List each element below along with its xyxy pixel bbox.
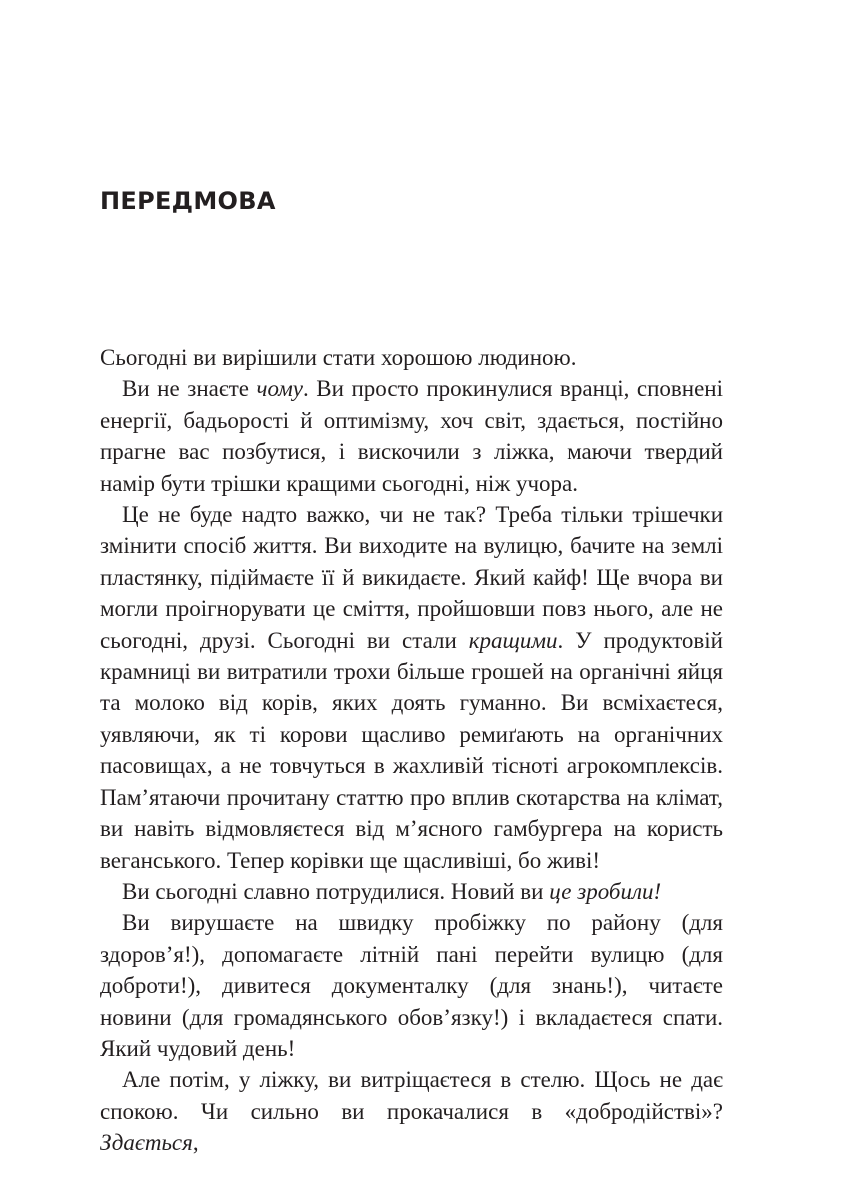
paragraph-6-emphasis: Здається [100, 1130, 193, 1156]
paragraph-4-text-a: Ви сьогодні славно потрудилися. Новий ви [122, 878, 550, 904]
paragraph-6-text-a: Але потім, у ліжку, ви витріщаєтеся в стелю. Щось не дає спокою. Чи сильно ви прокачалися в «добродійстві»? [100, 1067, 723, 1124]
paragraph-2 [100, 373, 723, 499]
paragraph-2-text-b: . Ви просто прокинулися вранці, сповнені енергії, бадьорості й оптимізму, хоч світ, здається, постійно прагне вас позбутися, і вискочили з ліжка, маючи твердий намір бути трішки кращими сьогодні, ніж учора. [100, 376, 723, 496]
paragraph-3-text-a: Це не буде надто важко, чи не так? Треба тільки трішечки змінити спосіб життя. Ви виходите на вулицю, бачите на землі пластянку, підіймаєте її й викидаєте. Який кайф! Ще вчора ви могли проігнорувати це сміття, пройшовши повз нього, але не сьогодні, друзі. Сьогодні ви стали [100, 502, 723, 653]
paragraph-1-text: Сьогодні ви вирішили стати хорошою людиною. [100, 345, 577, 370]
chapter-body [100, 342, 723, 1159]
paragraph-6-text-b: , [192, 1130, 199, 1156]
paragraph-5 [100, 907, 723, 1064]
paragraph-6 [100, 1064, 723, 1158]
paragraph-4-emphasis: це зробили! [549, 878, 662, 904]
paragraph-2-emphasis: чому [256, 376, 303, 402]
paragraph-4 [100, 876, 723, 907]
paragraph-1 [100, 342, 723, 373]
paragraph-3-text-b: . У продуктовій крамниці ви витратили трохи більше грошей на органічні яйця та молоко від корів, яких доять гуманно. Ви всміхаєтеся, уявляючи, як ті корови щасливо ремиґають на органічних пасовищах, а не товчуться в жахливій тісноті агрокомплексів. Пам’ятаючи прочитану статтю про вплив скотарства на клімат, ви навіть відмовляєтеся від м’ясного гамбургера на користь веганського. Тепер корівки ще щасливіші, бо живі! [100, 627, 723, 873]
paragraph-5-text: Ви вирушаєте на швидку пробіжку по району (для здоров’я!), допомагаєте літній пані перейти вулицю (для доброти!), дивитеся документалку (для знань!), читаєте новини (для громадянського обов’язку!) і вкладаєтеся спати. Який чудовий день! [100, 910, 723, 1061]
paragraph-3 [100, 499, 723, 876]
paragraph-2-text-a: Ви не знаєте [122, 376, 257, 402]
paragraph-3-emphasis: кращими [468, 627, 558, 653]
chapter-heading: ПЕРЕДМОВА [100, 187, 276, 215]
